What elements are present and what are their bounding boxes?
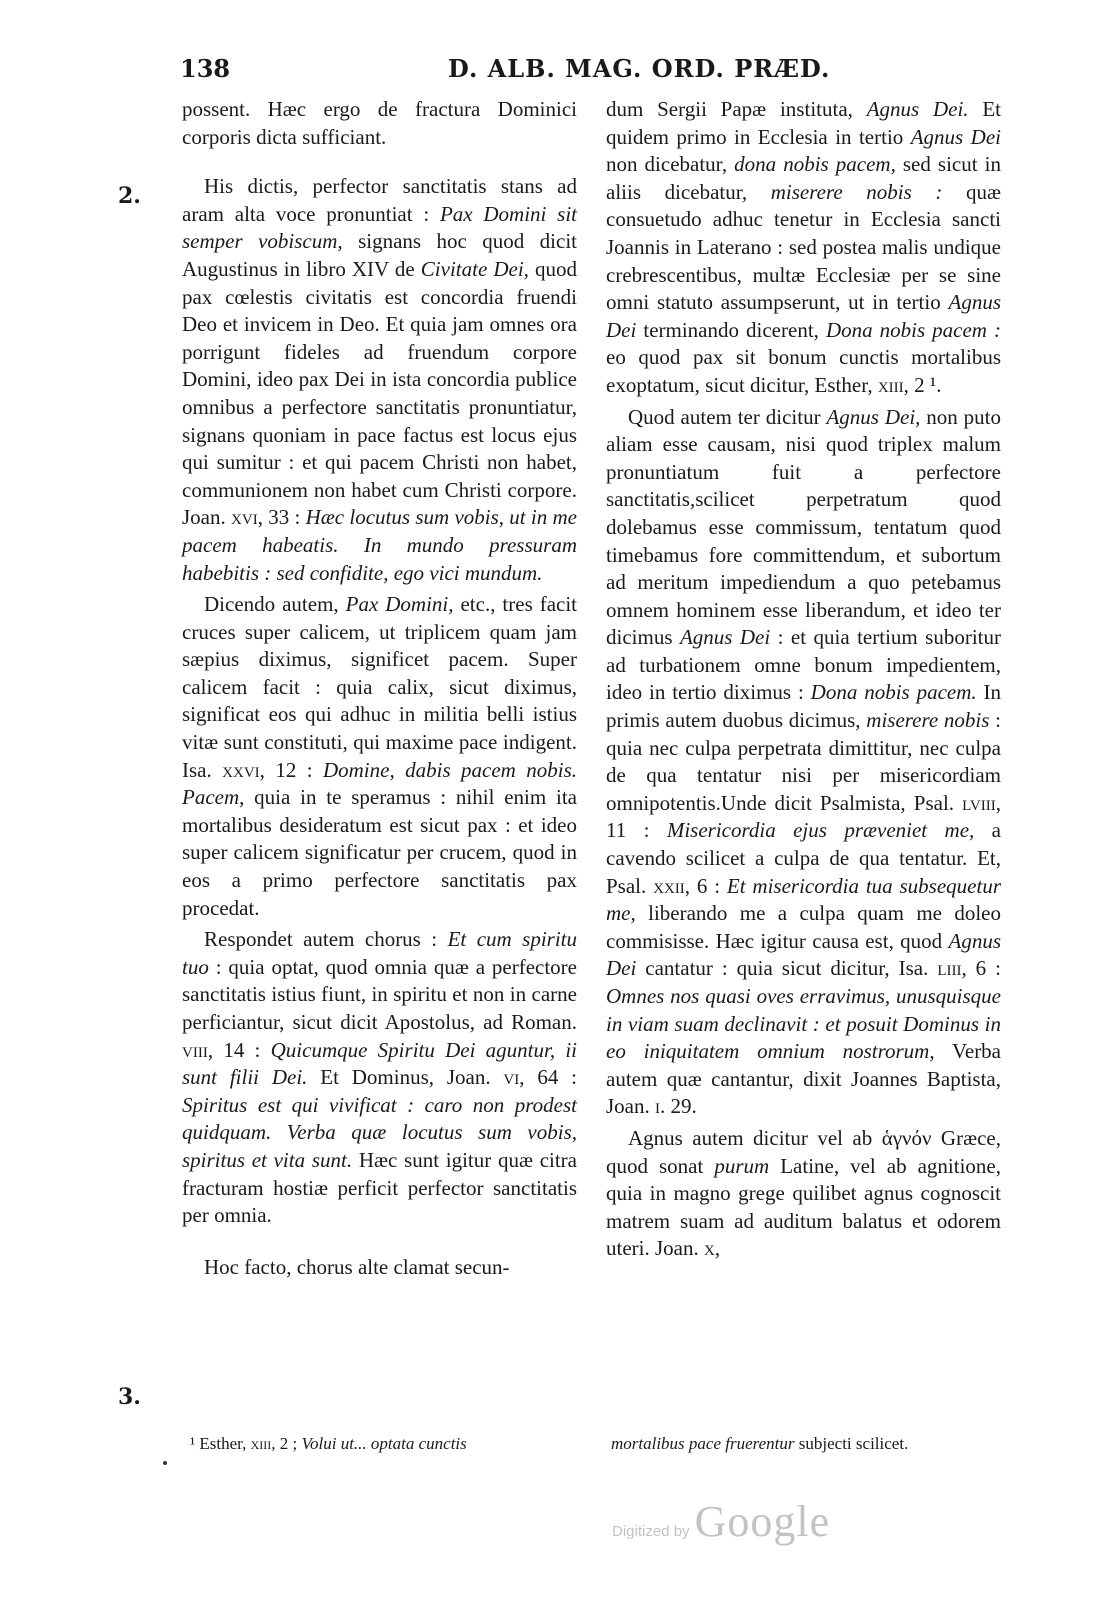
paragraph: Dicendo autem, Pax Domini, etc., tres facit cruces super calicem, ut triplicem quam jam sæpius diximus, significet pacem. Super calicem facit : quia calix, sicut diximus, significat eos qui adhuc in militia belli istius vitæ sunt constituti, qui maxime pace indigent. Isa. xxvi, 12 : Domine, dabis pacem nobis. Pacem, quia in te speramus : nihil enim ita mortalibus desideratum est sicut pax : et ideo super calicem significatur per crucem, quod in eos a primo perfectore sanctitatis pax procedat. — [182, 592, 578, 920]
paragraph: His dictis, perfector sanctitatis stans ad aram alta voce pronuntiat : Pax Domini sit semper vobiscum, signans hoc quod dicit Augustinus in libro XIV de Civitate Dei, quod pax cœlestis civitatis est concordia fruendi Deo et invicem in Deo. Et quia jam omnes ora porrigunt fideles ad fruendum corpore Domini, ideo pax Dei in ista concordia publice omnibus a perfectore sanctitatis pronuntiatur, signans quoniam in pace factus est locus ejus qui sumitur : et qui pacem Christi non habet, communionem non habet cum Christi corpore. Joan. xvi, 33 : Hæc locutus sum vobis, ut in me pacem habeatis. In mundo pressuram habebitis : sed confidite, ego vici mundum. — [182, 174, 578, 585]
digitized-watermark — [612, 1496, 830, 1547]
section-number-3: 3. — [118, 1384, 141, 1410]
page-header — [0, 54, 1101, 88]
paragraph: Quod autem ter dicitur Agnus Dei, non puto aliam esse causam, nisi quod triplex malum pronuntiatum fuit a perfectore sanctitatis,scilicet perpetratum quod dolebamus esse commissum, tentatum quod timebamus fore committendum, et subortum ad meritum impediendum a quo petebamus omnem hominem esse liberandum, et ideo ter dicimus Agnus Dei : et quia tertium suboritur ad turbationem omne bonum impedientem, ideo in tertio diximus : Dona nobis pacem. In primis autem duobus dicimus, miserere nobis : quia nec culpa perpetrata dimittitur, nec culpa de qua tentatur nisi per misericordiam omnipotentis.Unde dicit Psalmista, Psal. lviii, 11 : Misericordia ejus præveniet me, a cavendo scilicet a culpa de qua tentatur. Et, Psal. xxii, 6 : Et misericordia tua subsequetur me, liberando me a culpa quam me doleo commisisse. Hæc igitur causa est, quod Agnus Dei cantatur : quia sicut dicitur, Isa. liii, 6 : Omnes nos quasi oves erravimus, unusquisque in viam suam declinavit : et posuit Dominus in eo iniquitatem omnium nostrorum, Verba autem quæ cantantur, dixit Joannes Baptista, Joan. i. 29. — [606, 404, 1002, 1119]
footnote-1-end: mortalibus pace fruerentur subjecti scilicet. — [611, 1434, 909, 1453]
left-column — [182, 96, 577, 1285]
watermark-prefix: Digitized by — [612, 1523, 690, 1540]
stray-mark — [163, 1461, 167, 1465]
paragraph: possent. Hæc ergo de fractura Dominici corporis dicta sufficiant. — [182, 97, 577, 149]
section-number-2: 2. — [118, 183, 141, 209]
paragraph: Hoc facto, chorus alte clamat secun- — [204, 1254, 510, 1279]
paragraph: Respondet autem chorus : Et cum spiritu tuo : quia optat, quod omnia quæ a perfectore sanctitatis istius fiunt, in spiritu et non in carne perficiantur, sicut dicit Apostolus, ad Roman. viii, 14 : Quicumque Spiritu Dei aguntur, ii sunt filii Dei. Et Dominus, Joan. vi, 64 : Spiritus est qui vivificat : caro non prodest quidquam. Verba quæ locutus sum vobis, spiritus et vita sunt. Hæc sunt igitur quæ citra fracturam hostiæ perficit perfector sanctitatis per omnia. — [182, 927, 577, 1228]
right-column — [606, 96, 1001, 1267]
page-number: 138 — [180, 54, 231, 83]
paragraph: Agnus autem dicitur vel ab ἁγνόν Græce, quod sonat purum Latine, vel ab agnitione, quia in magno grege quilibet agnus cognoscit matrem suam ad auditum balatus et odorem uteri. Joan. x, — [606, 1125, 1002, 1261]
paragraph: dum Sergii Papæ instituta, Agnus Dei. Et quidem primo in Ecclesia in tertio Agnus Dei non dicebatur, dona nobis pacem, sed sicut in aliis dicebatur, miserere nobis : quæ consuetudo adhuc tenetur in Ecclesia sancti Joannis in Laterano : sed postea malis undique crebrescentibus, multæ Ecclesiæ per se sine omni statuto assumpserunt, ut in tertio Agnus Dei terminando dicerent, Dona nobis pacem : eo quod pax sit bonum cunctis mortalibus exoptatum, sicut dicitur, Esther, xiii, 2 ¹. — [606, 97, 1002, 397]
running-title: D. ALB. MAG. ORD. PRÆD. — [448, 54, 831, 83]
google-logo: Google — [694, 1497, 831, 1546]
footnote-1-start: ¹ Esther, xiii, 2 ; Volui ut... optata cunctis — [190, 1434, 467, 1453]
